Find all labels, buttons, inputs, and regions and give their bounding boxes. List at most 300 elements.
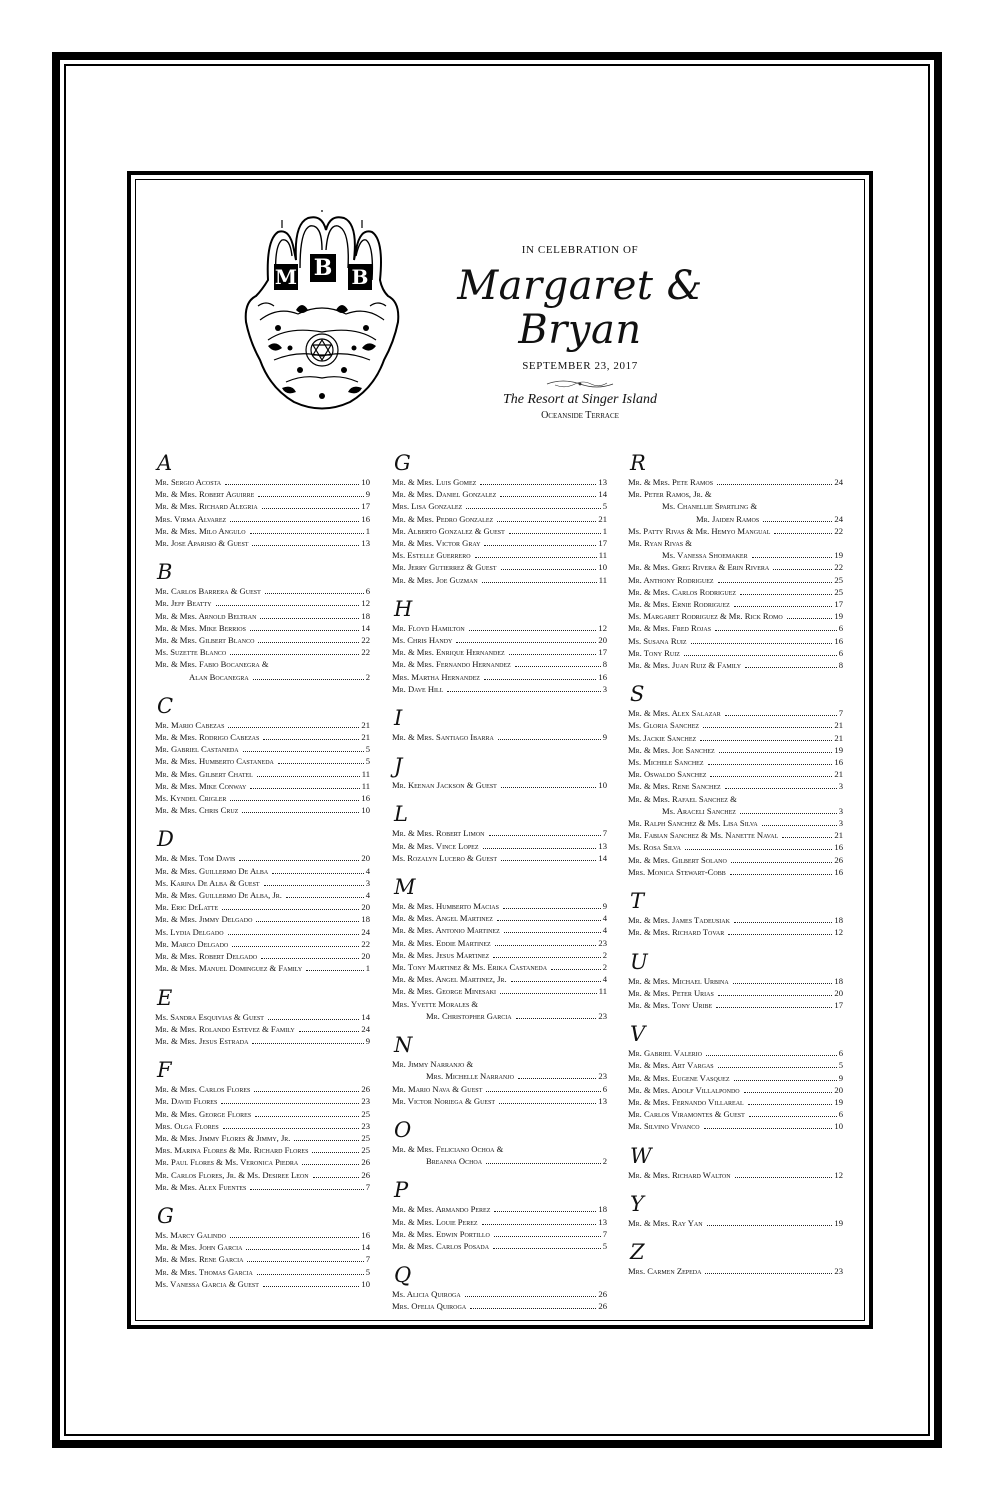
guest-name: Mr. & Mrs. Richard Tovar (628, 927, 725, 938)
guest-row (392, 1058, 607, 1070)
section-letter: L (394, 802, 408, 827)
table-number: 25 (361, 1145, 370, 1156)
guest-row (392, 658, 607, 670)
guest-name: Ms. Michele Sanchez (628, 757, 704, 768)
dot-leader (222, 909, 359, 910)
table-number: 10 (834, 1121, 843, 1132)
dot-leader (306, 970, 364, 971)
dot-leader (734, 922, 832, 923)
table-number: 10 (598, 780, 607, 791)
dot-leader (242, 812, 359, 813)
table-number: 20 (361, 951, 370, 962)
table-number: 4 (602, 913, 607, 924)
guest-row (628, 756, 843, 768)
guest-name: Mr. & Mrs. Humberto Castaneda (155, 756, 274, 767)
dot-leader (294, 1140, 359, 1141)
guest-name: Mr. & Mrs. Humberto Macias (392, 901, 499, 912)
guest-row (628, 1265, 843, 1277)
table-number: 22 (361, 938, 370, 949)
letter-section (392, 803, 607, 864)
guest-name: Mr. & Mrs. Antonio Martinez (392, 925, 500, 936)
guest-name: Mr. & Mrs. Robert Aguirre (155, 489, 255, 500)
guest-name: Mr. & Mrs. Daniel Gonzalez (392, 489, 497, 500)
table-number: 17 (598, 647, 607, 658)
guest-row (155, 513, 370, 525)
table-number: 23 (598, 937, 607, 948)
guest-name: Mr. & Mrs. Thomas Garcia (155, 1266, 253, 1277)
guest-name: Ms. Karina De Alba & Guest (155, 877, 260, 888)
dot-leader (498, 739, 601, 740)
guest-row (392, 683, 607, 695)
guest-name: Mr. Carlos Flores, Jr. & Ms. Desiree Leon (155, 1169, 309, 1180)
dot-leader (763, 521, 832, 522)
guest-name: Mr. & Mrs. Ernie Rodriguez (628, 599, 730, 610)
dot-leader (748, 1104, 833, 1105)
table-number: 19 (834, 550, 843, 561)
guest-name: Mr. Fabian Sanchez & Ms. Nanette Naval (628, 830, 779, 841)
dot-leader (247, 1261, 363, 1262)
dot-leader (257, 776, 360, 777)
guest-row (628, 659, 843, 671)
guest-name: Mr. & Mrs. John Garcia (155, 1242, 243, 1253)
table-number: 23 (361, 1120, 370, 1131)
dot-leader (447, 691, 600, 692)
guest-name: Mr. & Mrs. Mike Berrios (155, 622, 246, 633)
seating-column-1 (155, 452, 370, 1302)
guest-name: Ms. Gloria Sanchez (628, 720, 700, 731)
guest-name: Mr. & Mrs. Robert Delgado (155, 951, 258, 962)
guest-name: Mr. Paul Flores & Ms. Veronica Piedra (155, 1157, 299, 1168)
dot-leader (230, 654, 359, 655)
table-number: 18 (834, 915, 843, 926)
table-number: 21 (834, 720, 843, 731)
dot-leader (272, 873, 364, 874)
letter-section (628, 1241, 843, 1277)
guest-name: Mr. Gabriel Valerio (628, 1048, 703, 1059)
dot-leader (504, 932, 601, 933)
guest-name: Mr. Silvino Vivanco (628, 1121, 700, 1132)
table-number: 23 (361, 1096, 370, 1107)
table-number: 17 (834, 999, 843, 1010)
table-number: 11 (598, 550, 607, 561)
section-letter: V (630, 1022, 646, 1047)
guest-name: Mr. & Mrs. Peter Urias (628, 987, 714, 998)
event-date: SEPTEMBER 23, 2017 (522, 360, 638, 372)
dot-leader (260, 618, 359, 619)
guest-row (392, 852, 607, 864)
guest-name: Mr. Ryan Rivas & (628, 538, 692, 549)
guest-name: Ms. Suzette Blanco (155, 647, 227, 658)
guest-row (155, 913, 370, 925)
table-number: 12 (834, 1169, 843, 1180)
guest-name: Mr. & Mrs. Edwin Portillo (392, 1228, 490, 1239)
table-number: 26 (598, 1289, 607, 1300)
guest-name: Mrs. Olga Flores (155, 1120, 219, 1131)
section-letter: G (394, 451, 411, 475)
guest-row (392, 500, 607, 512)
dot-leader (230, 521, 359, 522)
table-number: 20 (361, 853, 370, 864)
section-letter: Y (630, 1191, 644, 1216)
guest-row (628, 914, 843, 926)
guest-name: Mr. David Flores (155, 1096, 218, 1107)
dot-leader (286, 897, 364, 898)
dot-leader (255, 1116, 359, 1117)
monogram-letter-center: B (313, 255, 333, 281)
guest-name: Mr. & Mrs. Rene Sanchez (628, 781, 721, 792)
guest-name: Mr. & Mrs. Rolando Estevez & Family (155, 1023, 295, 1034)
dot-leader (243, 751, 364, 752)
flourish-divider-icon (545, 378, 615, 390)
dot-leader (774, 533, 832, 534)
section-letter: R (630, 451, 646, 475)
dot-leader (499, 1103, 596, 1104)
section-letter: P (394, 1178, 409, 1203)
guest-name: Mr. & Mrs. Louie Perez (392, 1216, 478, 1227)
guest-name: Mr. Jose Aparisio & Guest (155, 538, 249, 549)
dot-leader (299, 1031, 360, 1032)
dot-leader (782, 837, 832, 838)
guest-name: Mr. & Mrs. Richard Walton (628, 1169, 731, 1180)
guest-name: Mr. & Mrs. Jimmy Flores & Jimmy, Jr. (155, 1132, 291, 1143)
dot-leader (302, 1164, 359, 1165)
guest-row (392, 985, 607, 997)
guest-row (628, 1059, 843, 1071)
guest-row (628, 537, 843, 549)
table-number: 25 (361, 1108, 370, 1119)
table-number: 8 (838, 660, 843, 671)
guest-name: Mr. & Mrs. Guillermo De Alba, Jr. (155, 890, 282, 901)
guest-row (155, 1181, 370, 1193)
table-number: 16 (834, 842, 843, 853)
guest-row (155, 1229, 370, 1241)
guest-row (392, 671, 607, 683)
guest-name: Mr. & Mrs. Feliciano Ochoa & (392, 1143, 504, 1154)
guest-row (392, 779, 607, 791)
guest-row (155, 622, 370, 634)
dot-leader (232, 946, 359, 947)
guest-row (628, 1217, 843, 1229)
letter-section (155, 561, 370, 683)
table-number: 13 (598, 840, 607, 851)
guest-name: Mr. Dave Hill (392, 683, 444, 694)
guest-row (392, 1143, 607, 1155)
guest-row (155, 1083, 370, 1095)
guest-row (392, 731, 607, 743)
guest-name: Mrs. Martha Hernandez (392, 671, 480, 682)
table-number: 5 (602, 501, 607, 512)
table-number: 6 (365, 586, 370, 597)
table-number: 18 (361, 914, 370, 925)
guest-row (628, 866, 843, 878)
table-number: 23 (834, 1265, 843, 1276)
table-number: 25 (361, 1132, 370, 1143)
guest-row (155, 1266, 370, 1278)
guest-row (392, 900, 607, 912)
letter-section (155, 828, 370, 974)
table-number: 17 (361, 501, 370, 512)
table-number: 20 (834, 1084, 843, 1095)
guest-row (392, 1155, 607, 1167)
guest-row (155, 671, 370, 683)
dot-leader (482, 1224, 597, 1225)
section-letter: A (157, 451, 173, 475)
table-number: 21 (361, 719, 370, 730)
table-number: 23 (598, 1010, 607, 1021)
guest-name: Mr. & Mrs. Manuel Dominguez & Family (155, 963, 303, 974)
section-letter: D (157, 827, 174, 852)
guest-row (628, 549, 843, 561)
letter-section (392, 1179, 607, 1252)
guest-row (155, 1011, 370, 1023)
table-number: 19 (834, 611, 843, 622)
dot-leader (223, 1128, 360, 1129)
section-letter: O (394, 1117, 412, 1142)
table-number: 16 (834, 757, 843, 768)
guest-row (392, 1203, 607, 1215)
guest-name: Mr. & Mrs. Jimmy Delgado (155, 914, 253, 925)
dot-leader (313, 1177, 360, 1178)
table-number: 13 (361, 538, 370, 549)
table-number: 17 (834, 599, 843, 610)
dot-leader (257, 1274, 364, 1275)
section-letter: S (630, 682, 645, 707)
guest-row (628, 1096, 843, 1108)
guest-name: Mr. & Mrs. Carlos Flores (155, 1084, 251, 1095)
guest-name: Mr. & Mrs. Enrique Hernandez (392, 647, 505, 658)
guest-row (155, 597, 370, 609)
guest-row (155, 1169, 370, 1181)
table-number: 14 (361, 1011, 370, 1022)
dot-leader (264, 885, 364, 886)
guest-row (155, 768, 370, 780)
guest-row (155, 488, 370, 500)
guest-row (392, 476, 607, 488)
table-number: 24 (361, 1023, 370, 1034)
guest-row (155, 634, 370, 646)
table-number: 2 (602, 1156, 607, 1167)
table-number: 20 (834, 987, 843, 998)
dot-leader (740, 813, 837, 814)
table-number: 22 (834, 562, 843, 573)
letter-section (628, 890, 843, 938)
table-number: 1 (365, 963, 370, 974)
dot-leader (730, 874, 833, 875)
letter-section (628, 452, 843, 671)
guest-row (628, 732, 843, 744)
table-number: 7 (365, 1254, 370, 1265)
section-letter: C (157, 693, 174, 718)
guest-row (392, 525, 607, 537)
dot-leader (239, 860, 359, 861)
guest-row (155, 792, 370, 804)
dot-leader (486, 1163, 601, 1164)
dot-leader (258, 496, 363, 497)
guest-name: Mr. & Mrs. Angel Martinez (392, 913, 493, 924)
guest-name: Mr. & Mrs. Angel Martinez, Jr. (392, 974, 507, 985)
dot-leader (253, 679, 364, 680)
dot-leader (511, 981, 601, 982)
dot-leader (497, 521, 596, 522)
guest-name: Mr. Sergio Acosta (155, 477, 222, 487)
letter-section (392, 876, 607, 1022)
table-number: 21 (834, 769, 843, 780)
guest-name: Mr. Jaiden Ramos (696, 513, 760, 524)
celebration-text: IN CELEBRATION OF (521, 244, 639, 256)
table-number: 14 (598, 852, 607, 863)
dot-leader (516, 1018, 597, 1019)
guest-row (628, 488, 843, 500)
guest-row (628, 574, 843, 586)
guest-row (392, 937, 607, 949)
dot-leader (715, 630, 837, 631)
dot-leader (718, 1067, 837, 1068)
table-number: 6 (838, 1048, 843, 1059)
guest-name: Mrs. Lisa Gonzalez (392, 501, 463, 512)
dot-leader (515, 666, 601, 667)
table-number: 19 (834, 1096, 843, 1107)
guest-name: Mr. & Mrs. Gilbert Blanco (155, 635, 255, 646)
guest-name: Mr. & Mrs. Fernando Villareal (628, 1096, 744, 1107)
table-number: 7 (602, 828, 607, 839)
guest-row (628, 476, 843, 488)
guest-row (628, 586, 843, 598)
dot-leader (230, 1237, 359, 1238)
dot-leader (246, 1249, 359, 1250)
guest-name: Mr. & Mrs. Rene Garcia (155, 1254, 244, 1265)
guest-row (155, 852, 370, 864)
dot-leader (725, 788, 837, 789)
guest-row (155, 743, 370, 755)
guest-row (392, 827, 607, 839)
table-number: 9 (365, 489, 370, 500)
guest-name: Mr. & Mrs. Jesus Estrada (155, 1035, 249, 1046)
guest-name: Mr. Alberto Gonzalez & Guest (392, 525, 505, 536)
letter-section (392, 1034, 607, 1107)
seating-column-3 (628, 452, 843, 1289)
guest-name: Mr. & Mrs. Rafael Sanchez & (628, 793, 737, 804)
dot-leader (228, 934, 360, 935)
dot-leader (256, 921, 359, 922)
dot-leader (718, 582, 833, 583)
table-number: 20 (598, 635, 607, 646)
guest-name: Mr. Mario Cabezas (155, 719, 225, 730)
guest-row (628, 987, 843, 999)
guest-row (392, 1300, 607, 1312)
guest-name: Ms. Kyndel Crigler (155, 793, 227, 804)
guest-row (392, 634, 607, 646)
dot-leader (733, 983, 833, 984)
table-number: 19 (834, 744, 843, 755)
table-number: 21 (361, 732, 370, 743)
dot-leader (734, 606, 833, 607)
section-letter: B (157, 560, 173, 585)
table-number: 2 (602, 962, 607, 973)
guest-row (155, 1241, 370, 1253)
dot-leader (250, 630, 360, 631)
guest-row (155, 1144, 370, 1156)
table-number: 6 (838, 647, 843, 658)
guest-row (155, 1132, 370, 1144)
table-number: 8 (602, 659, 607, 670)
dot-leader (261, 958, 359, 959)
dot-leader (475, 557, 597, 558)
guest-row (155, 1023, 370, 1035)
section-letter: H (394, 596, 413, 621)
guest-row (155, 646, 370, 658)
table-number: 24 (834, 477, 843, 487)
table-number: 16 (834, 635, 843, 646)
dot-leader (268, 1019, 359, 1020)
guest-row (628, 1169, 843, 1181)
letter-section (628, 1023, 843, 1132)
guest-name: Mr. Oswaldo Sanchez (628, 769, 707, 780)
dot-leader (773, 569, 832, 570)
guest-row (155, 1095, 370, 1107)
table-number: 2 (365, 671, 370, 682)
guest-name: Mr. Christopher Garcia (426, 1010, 512, 1021)
guest-row (155, 1156, 370, 1168)
guest-row (392, 912, 607, 924)
dot-leader (707, 1225, 833, 1226)
guest-name: Mr. & Mrs. Vince Lopez (392, 840, 479, 851)
guest-name: Mr. Mario Nava & Guest (392, 1083, 483, 1094)
dot-leader (250, 533, 364, 534)
guest-name: Mr. & Mrs. Milo Angulo (155, 525, 246, 536)
dot-leader (691, 643, 833, 644)
guest-row (155, 1035, 370, 1047)
section-letter: T (630, 889, 645, 914)
guest-row (155, 585, 370, 597)
guest-name: Mr. & Mrs. Alex Salazar (628, 708, 721, 719)
dot-leader (718, 995, 833, 996)
dot-leader (706, 1055, 837, 1056)
table-number: 10 (361, 1278, 370, 1289)
dot-leader (762, 825, 837, 826)
dot-leader (483, 848, 597, 849)
hamsa-monogram-icon (238, 210, 406, 415)
table-number: 11 (598, 986, 607, 997)
letter-section (392, 1264, 607, 1312)
dot-leader (254, 1091, 359, 1092)
table-number: 4 (365, 890, 370, 901)
table-number: 14 (361, 622, 370, 633)
guest-name: Mr. Tony Martinez & Ms. Erika Castaneda (392, 962, 548, 973)
table-number: 5 (838, 1060, 843, 1071)
dot-leader (731, 862, 833, 863)
guest-name: Mr. & Mrs. James Tadeusiak (628, 915, 730, 926)
venue-name: The Resort at Singer Island (503, 392, 657, 407)
guest-name: Mr. Tony Ruiz (628, 647, 680, 658)
guest-row (155, 865, 370, 877)
table-number: 1 (602, 525, 607, 536)
guest-row (392, 1216, 607, 1228)
guest-row (155, 962, 370, 974)
letter-section (392, 598, 607, 695)
guest-name: Ms. Patty Rivas & Mr. Hemyo Mangual (628, 525, 771, 536)
guest-name: Mr. & Mrs. Tom Davis (155, 853, 236, 864)
letter-section (155, 1059, 370, 1193)
table-number: 3 (838, 805, 843, 816)
table-number: 3 (365, 877, 370, 888)
guest-name: Mr. & Mrs. Fernando Hernandez (392, 659, 511, 670)
guest-name: Ms. Marcy Galindo (155, 1229, 226, 1240)
table-number: 12 (361, 598, 370, 609)
table-number: 13 (598, 1095, 607, 1106)
guest-name: Mr. & Mrs. Robert Limon (392, 828, 485, 839)
letter-section (392, 452, 607, 586)
dot-leader (500, 496, 596, 497)
